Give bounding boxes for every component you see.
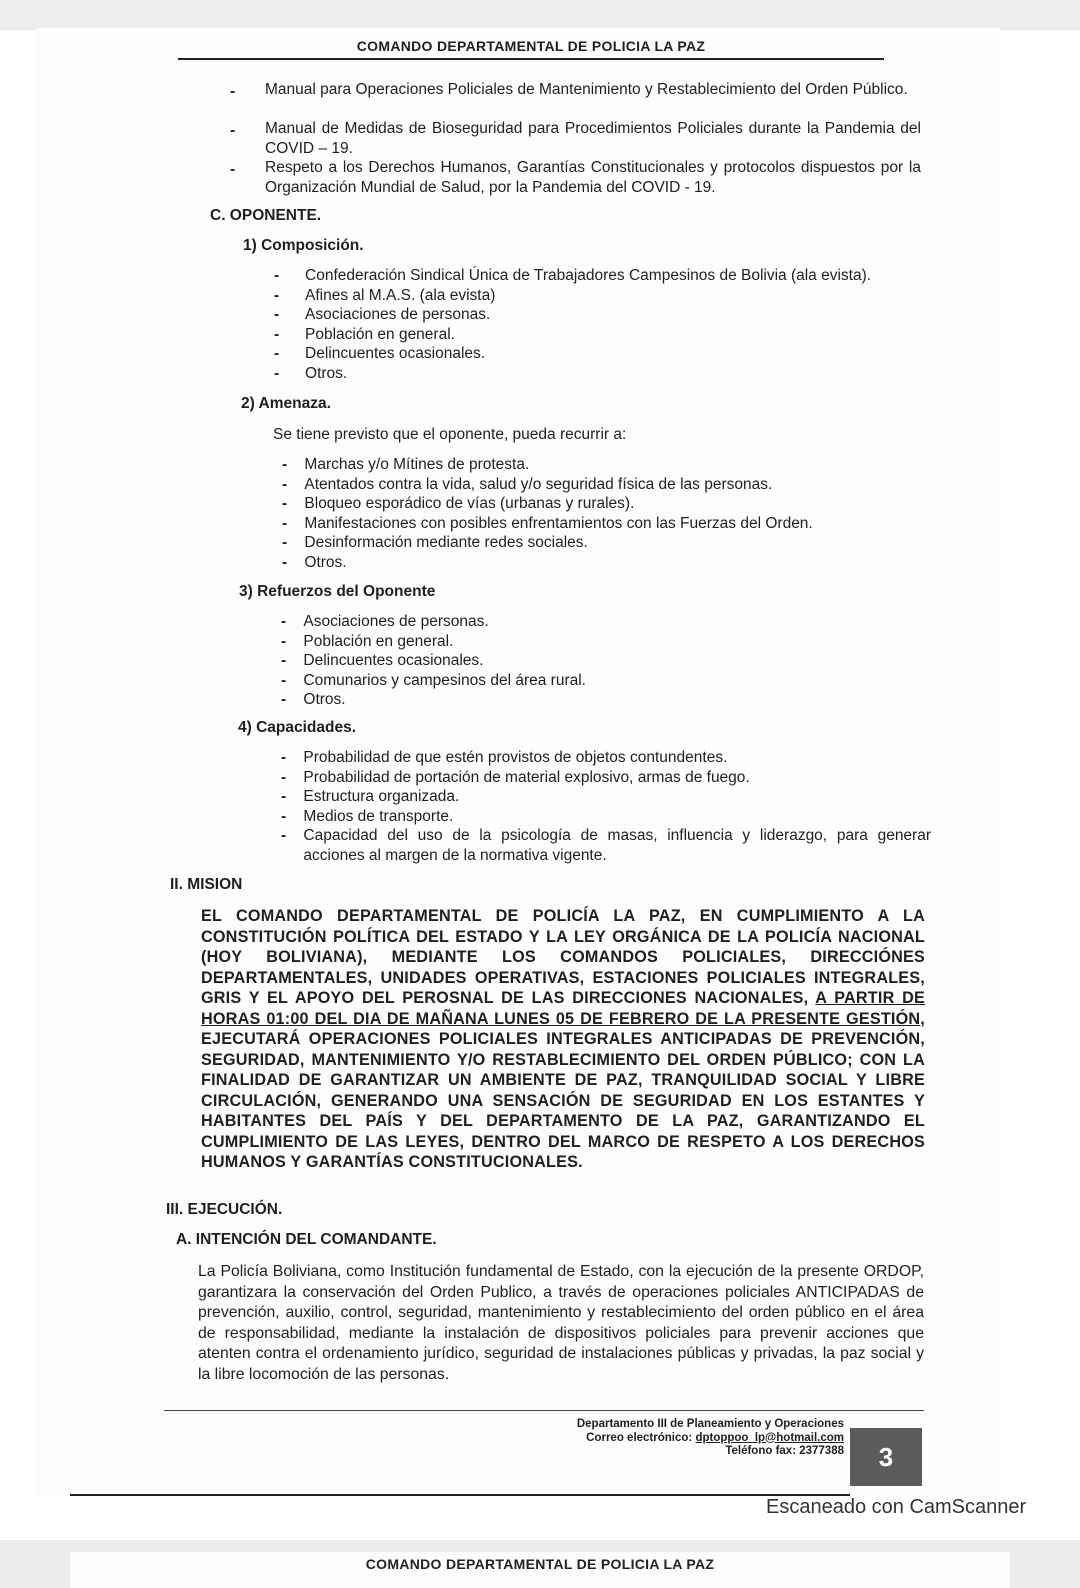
scan-top-band <box>0 0 1080 30</box>
list-item: - Otros. <box>274 364 348 382</box>
document-page <box>36 28 1000 1496</box>
list-item: - Estructura organizada. <box>281 788 460 805</box>
amenaza-list <box>282 455 932 572</box>
footer-email: dptoppoo_lp@hotmail.com <box>695 1431 844 1444</box>
page-number-box <box>850 1428 922 1486</box>
list-item: - Marchas y/o Mítines de protesta. <box>282 456 530 473</box>
list-item: - Población en general. <box>281 632 454 650</box>
bottom-divider <box>70 1494 850 1496</box>
list-item: - Atentados contra la vida, salud y/o seguridad física de las personas. <box>282 475 773 493</box>
list-item: - Confederación Sindical Única de Trabajadores Campesinos de Bolivia (ala evista). <box>274 267 872 284</box>
bullet-dash: - <box>230 122 236 139</box>
mision-text <box>201 906 925 1173</box>
footer-department: Departamento III de Planeamiento y Operaciones <box>576 1418 844 1430</box>
bullet-dash: - <box>230 161 236 178</box>
header-divider <box>178 58 884 60</box>
intencion-text: La Policía Boliviana, como Institución fundamental de Estado, con la ejecución de la presente ORDOP, garantizara la conservación del Orden Publico, a través de operaciones policiales ANTICIPADAS de prevención, auxilio, control, seguridad, mantenimiento y restablecimiento del orden público en el área de responsabilidad, mediante la instalación de dispositivos policiales para prevenir acciones que atenten contra el ordenamiento jurídico, seguridad de instalaciones públicas y privadas, la paz social y la libre locomoción de las personas. <box>198 1263 924 1383</box>
footer-email-line: Correo electrónico: dptoppoo_lp@hotmail.com <box>586 1431 844 1444</box>
footer-contact <box>514 1418 844 1459</box>
page-number: 3 <box>878 1441 894 1472</box>
refuerzos-title: 3) Refuerzos del Oponente <box>239 583 436 600</box>
list-item: - Medios de transporte. <box>281 807 454 825</box>
list-item: - Manifestaciones con posibles enfrentamientos con las Fuerzas del Orden. <box>282 514 813 532</box>
list-item: - Afines al M.A.S. (ala evista) <box>274 286 496 304</box>
next-page-header: COMANDO DEPARTAMENTAL DE POLICIA LA PAZ <box>365 1556 715 1572</box>
mision-text-part2: , EJECUTARÁ OPERACIONES POLICIALES INTEGRALES ANTICIPADAS DE PREVENCIÓN, SEGURIDAD, MANTENIMIENTO Y/O RESTABLECIMIENTO DEL ORDEN PÚBLICO; CON LA FINALIDAD DE GARANTIZAR UN AMBIENTE DE PAZ, TRANQUILIDAD SOCIAL Y LIBRE CIRCULACIÓN, GENERANDO UNA SENSACIÓN DE SEGURIDAD EN LOS ESTANTES Y HABITANTES DEL PAÍS Y DEL DEPARTAMENTO DE LA PAZ, GARANTIZANDO EL CUMPLIMIENTO DE LAS LEYES, DENTRO DEL MARCO DE RESPETO A LOS DERECHOS HUMANOS Y GARANTÍAS CONSTITUCIONALES. <box>201 1009 925 1171</box>
list-item: - Desinformación mediante redes sociales. <box>282 534 588 551</box>
footer-phone: Teléfono fax: 2377388 <box>725 1445 844 1457</box>
list-item: - Otros. <box>281 691 346 708</box>
amenaza-intro: Se tiene previsto que el oponente, pueda recurrir a: <box>273 426 627 443</box>
mision-title: II. MISION <box>170 876 243 893</box>
mision-text-underlined: A PARTIR DE HORAS 01:00 DEL DIA DE MAÑANA LUNES 05 DE FEBRERO DE LA PRESENTE GESTIÓN <box>201 989 925 1028</box>
capacidades-title: 4) Capacidades. <box>238 719 357 736</box>
top-bullet-3: Respeto a los Derechos Humanos, Garantías Constitucionales y protocolos dispuestos por la Organización Mundial de Salud, por la Pandemia del COVID - 19. <box>265 159 921 196</box>
list-item: - Comunarios y campesinos del área rural. <box>281 671 586 689</box>
list-item: - Probabilidad de que estén provistos de objetos contundentes. <box>281 749 728 766</box>
page-header-title: COMANDO DEPARTAMENTAL DE POLICIA LA PAZ <box>356 38 706 54</box>
mision-text-part1: EL COMANDO DEPARTAMENTAL DE POLICÍA LA PAZ, EN CUMPLIMIENTO A LA CONSTITUCIÓN POLÍTICA DEL ESTADO Y LA LEY ORGÁNICA DE LA POLICÍA NACIONAL (HOY BOLIVIANA), MEDIANTE LOS COMANDOS POLICIALES, DIRECCIÓNES DEPARTAMENTALES, UNIDADES OPERATIVAS, ESTACIONES POLICIALES INTEGRALES, GRIS Y EL APOYO DEL PEROSNAL DE LAS DIRECCIONES NACIONALES, <box>201 907 925 1007</box>
list-item: - Otros. <box>282 553 347 571</box>
bullet-dash: - <box>230 83 236 100</box>
list-item: - Capacidad del uso de la psicología de masas, influencia y liderazgo, para generar acciones al margen de la normativa vigente. <box>281 827 931 864</box>
top-bullet-2: Manual de Medidas de Bioseguridad para Procedimientos Policiales durante la Pandemia del COVID – 19. <box>265 120 921 157</box>
list-item: - Bloqueo esporádico de vías (urbanas y rurales). <box>282 495 635 512</box>
capacidades-list <box>281 748 931 865</box>
list-item: - Probabilidad de portación de material explosivo, armas de fuego. <box>281 768 750 786</box>
amenaza-title: 2) Amenaza. <box>241 395 331 412</box>
refuerzos-list <box>281 612 931 710</box>
section-oponente-title: C. OPONENTE. <box>210 207 322 224</box>
composicion-list <box>274 266 934 383</box>
list-item: - Delincuentes ocasionales. <box>281 652 484 669</box>
list-item: - Delincuentes ocasionales. <box>274 345 486 362</box>
list-item: - Asociaciones de personas. <box>274 306 491 323</box>
footer-divider <box>164 1410 924 1411</box>
list-item: - Población en general. <box>274 325 455 343</box>
top-bullet-1: Manual para Operaciones Policiales de Mantenimiento y Restablecimiento del Orden Público. <box>265 81 908 98</box>
composicion-title: 1) Composición. <box>243 237 364 254</box>
list-item: - Asociaciones de personas. <box>281 613 489 630</box>
camscanner-watermark: Escaneado con CamScanner <box>766 1496 1027 1518</box>
intencion-title: A. INTENCIÓN DEL COMANDANTE. <box>176 1231 437 1248</box>
ejecucion-title: III. EJECUCIÓN. <box>166 1201 283 1218</box>
